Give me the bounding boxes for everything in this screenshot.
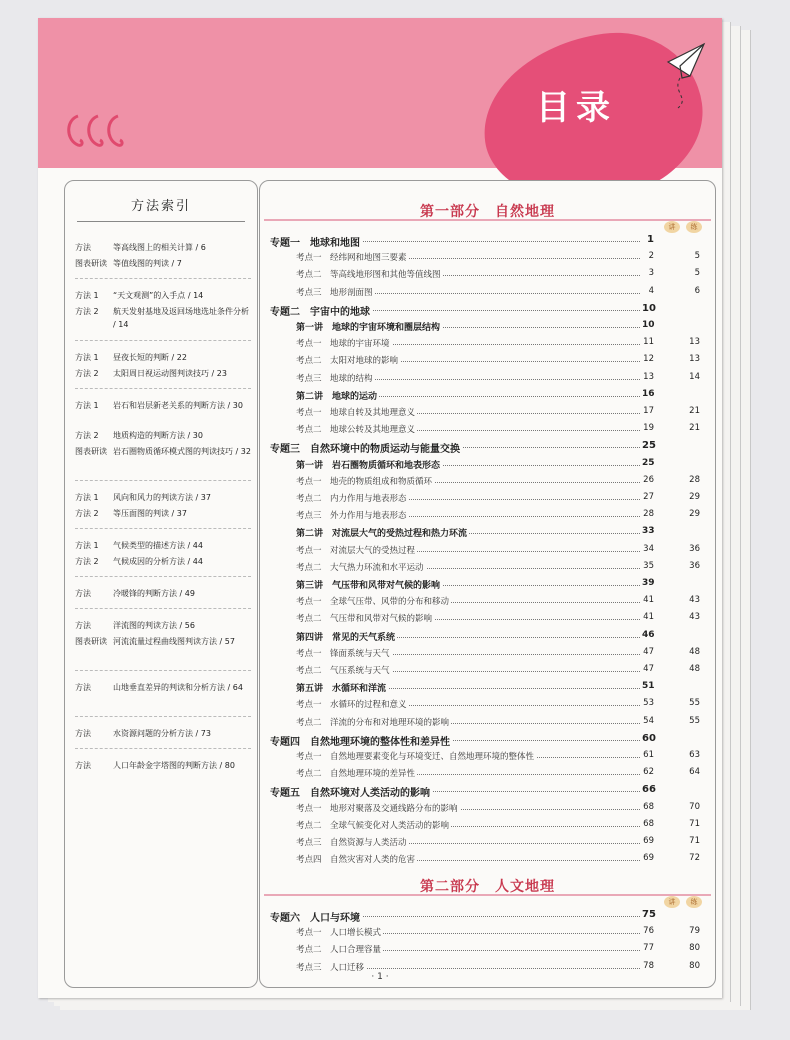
method-text: 气候类型的描述方法 / 44 <box>113 541 203 550</box>
toc-topic-row <box>260 234 715 250</box>
method-index-panel <box>64 180 258 988</box>
practice-page: 29 <box>689 492 700 502</box>
toc-label: 专题四 自然地理环境的整体性和差异性 <box>270 733 452 748</box>
lecture-page: 60 <box>642 732 656 744</box>
method-text: 昼夜长短的判断 / 22 <box>113 353 187 362</box>
lecture-page: 10 <box>642 320 655 330</box>
method-tag: 方法 <box>75 243 91 252</box>
toc-label: 考点一 对流层大气的受热过程 <box>296 545 416 556</box>
divider <box>75 670 251 671</box>
toc-point-row <box>260 943 715 959</box>
toc-point-row <box>260 544 715 560</box>
lecture-page: 47 <box>643 664 654 674</box>
toc-point-row <box>260 251 715 267</box>
lecture-page: 46 <box>642 629 655 640</box>
legend <box>662 221 706 233</box>
toc-label: 考点二 太阳对地球的影响 <box>296 356 399 367</box>
method-tag: 方法 2 <box>75 431 99 440</box>
toc-label: 考点一 自然地理要素变化与环境变迁、自然地理环境的整体性 <box>296 752 535 762</box>
lecture-page: 10 <box>642 302 656 314</box>
divider <box>75 340 251 341</box>
lecture-page: 25 <box>642 457 655 468</box>
toc-label: 考点二 气压系统与天气 <box>296 666 390 676</box>
divider <box>75 748 251 749</box>
toc-point-row <box>260 475 715 491</box>
method-tag: 方法 2 <box>75 557 99 566</box>
lecture-page: 75 <box>642 909 656 920</box>
divider <box>75 608 251 609</box>
divider <box>264 894 711 896</box>
toc-point-row <box>260 372 715 388</box>
lecture-page: 62 <box>643 767 654 778</box>
method-text: 航天发射基地及返回场地选址条件分析 / 14 <box>113 307 249 329</box>
toc-label: 专题五 自然环境对人类活动的影响 <box>270 784 432 799</box>
toc-label: 考点二 地球公转及其地理意义 <box>296 425 416 436</box>
toc-label: 考点三 地球的结构 <box>296 373 373 384</box>
part-one-title: 第一部分 自然地理 <box>420 204 555 220</box>
toc-point-row <box>260 926 715 942</box>
lecture-page: 26 <box>643 474 654 485</box>
lecture-page: 25 <box>642 440 656 452</box>
toc-label: 第四讲 常见的天气系统 <box>296 630 397 643</box>
lecture-page: 1 <box>642 234 654 245</box>
book-page <box>38 18 722 998</box>
method-tag: 方法 <box>75 621 91 630</box>
toc-label: 第五讲 水循环和洋流 <box>296 681 388 694</box>
method-tag: 方法 1 <box>75 291 99 300</box>
toc-point-row <box>260 286 715 302</box>
toc-label: 考点三 地形剖面图 <box>296 287 373 298</box>
practice-page: 80 <box>689 943 700 954</box>
toc-label: 考点二 大气热力环流和水平运动 <box>296 562 424 573</box>
method-text: 地质构造的判断方法 / 30 <box>113 431 203 440</box>
toc-lecture-row <box>260 458 715 474</box>
toc-lecture-row <box>260 578 715 594</box>
lecture-page: 69 <box>643 836 654 846</box>
practice-page: 13 <box>689 337 700 348</box>
divider <box>77 221 245 222</box>
lecture-page: 47 <box>643 646 654 657</box>
practice-page: 5 <box>694 251 700 262</box>
page-title: 目录 <box>536 88 616 128</box>
practice-page: 36 <box>689 560 700 571</box>
practice-page: 48 <box>689 664 700 674</box>
toc-label: 考点一 水循环的过程和意义 <box>296 700 407 711</box>
method-tag: 方法 <box>75 589 91 598</box>
practice-page: 28 <box>689 474 700 485</box>
toc-point-row <box>260 612 715 628</box>
lecture-page: 2 <box>642 251 654 261</box>
toc-panel <box>259 180 716 988</box>
toc-point-row <box>260 802 715 818</box>
toc-lecture-row <box>260 630 715 646</box>
toc-point-row <box>260 509 715 525</box>
lecture-page: 77 <box>643 943 654 954</box>
toc-point-row <box>260 750 715 766</box>
toc-label: 考点二 气压带和风带对气候的影响 <box>296 614 433 625</box>
legend-lecture: 讲 <box>664 221 680 233</box>
lecture-page: 13 <box>643 371 654 382</box>
toc-topic-row <box>260 909 715 925</box>
practice-page: 43 <box>689 612 700 623</box>
toc-label: 考点一 地形对聚落及交通线路分布的影响 <box>296 803 458 814</box>
practice-page: 55 <box>689 715 700 726</box>
method-text: 水资源问题的分析方法 / 73 <box>113 729 211 738</box>
method-index-title: 方法索引 <box>130 199 191 214</box>
lecture-page: 17 <box>643 406 654 416</box>
method-text: 冷暖锋的判断方法 / 49 <box>113 589 195 598</box>
toc-label: 考点一 人口增长模式 <box>296 928 382 939</box>
legend-lecture: 讲 <box>664 896 680 908</box>
lecture-page: 39 <box>642 578 655 588</box>
toc-lecture-row <box>260 681 715 697</box>
practice-page: 71 <box>689 818 700 829</box>
practice-page: 70 <box>689 801 700 812</box>
toc-label: 考点一 全球气压带、风带的分布和移动 <box>296 597 450 608</box>
method-tag: 方法 1 <box>75 541 99 550</box>
toc-point-row <box>260 268 715 284</box>
toc-label: 专题二 宇宙中的地球 <box>270 303 372 318</box>
lecture-page: 41 <box>643 612 654 623</box>
method-text: 气候成因的分析方法 / 44 <box>113 557 203 566</box>
toc-label: 考点三 外力作用与地表形态 <box>296 511 407 522</box>
toc-label: 考点二 自然地理环境的差异性 <box>296 769 416 780</box>
practice-page: 72 <box>689 853 700 864</box>
method-tag: 方法 1 <box>75 401 99 410</box>
practice-page: 6 <box>694 285 700 296</box>
toc-label: 考点三 自然资源与人类活动 <box>296 838 407 848</box>
toc-label: 考点四 自然灾害对人类的危害 <box>296 855 416 866</box>
lecture-page: 69 <box>643 853 654 864</box>
method-text: 岩石圈物质循环模式图的判读技巧 / 32 <box>113 447 251 456</box>
method-text: 河流流量过程曲线图判读方法 / 57 <box>113 637 235 646</box>
binder-rings-icon <box>64 112 134 156</box>
toc-point-row <box>260 716 715 732</box>
lecture-page: 51 <box>642 681 655 692</box>
toc-label: 专题六 人口与环境 <box>270 909 362 924</box>
method-tag: 方法 2 <box>75 307 99 316</box>
lecture-page: 19 <box>643 423 654 434</box>
toc-point-row <box>260 767 715 783</box>
divider <box>75 480 251 481</box>
method-tag: 方法 2 <box>75 369 99 378</box>
method-tag: 方法 1 <box>75 493 99 502</box>
lecture-page: 66 <box>642 784 656 796</box>
toc-topic-row <box>260 733 715 749</box>
lecture-page: 4 <box>642 286 654 296</box>
toc-point-row <box>260 853 715 869</box>
lecture-page: 61 <box>643 750 654 760</box>
lecture-page: 53 <box>643 698 654 709</box>
toc-label: 第二讲 地球的运动 <box>296 389 379 402</box>
method-text: 太阳周日视运动图判读技巧 / 23 <box>113 369 227 378</box>
toc-label: 考点一 经纬网和地图三要素 <box>296 253 407 264</box>
toc-label: 第二讲 对流层大气的受热过程和热力环流 <box>296 526 469 539</box>
practice-page: 36 <box>689 543 700 554</box>
lecture-page: 11 <box>643 337 654 348</box>
method-text: 岩石和岩层新老关系的判断方法 / 30 <box>113 401 243 410</box>
toc-label: 专题一 地球和地图 <box>270 234 362 249</box>
lecture-page: 35 <box>643 560 654 571</box>
toc-point-row <box>260 698 715 714</box>
toc-label: 考点一 锋面系统与天气 <box>296 648 390 659</box>
divider <box>264 219 711 221</box>
toc-point-row <box>260 561 715 577</box>
page-number: · 1 · <box>371 972 389 982</box>
toc-point-row <box>260 836 715 852</box>
practice-page: 13 <box>689 354 700 365</box>
practice-page: 64 <box>689 767 700 778</box>
lecture-page: 12 <box>643 354 654 365</box>
toc-label: 考点二 全球气候变化对人类活动的影响 <box>296 820 450 831</box>
toc-label: 考点三 人口迁移 <box>296 962 365 973</box>
lecture-page: 54 <box>643 715 654 726</box>
toc-label: 专题三 自然环境中的物质运动与能量交换 <box>270 440 462 455</box>
method-tag: 图表研读 <box>75 259 107 268</box>
legend-practice: 练 <box>686 896 702 908</box>
divider <box>75 278 251 279</box>
practice-page: 55 <box>689 698 700 709</box>
method-text: 山地垂直差异的判读和分析方法 / 64 <box>113 683 243 692</box>
divider <box>75 528 251 529</box>
lecture-page: 68 <box>643 818 654 829</box>
toc-point-row <box>260 337 715 353</box>
toc-label: 第一讲 地球的宇宙环境和圈层结构 <box>296 320 442 333</box>
method-text: 等值线图的判读 / 7 <box>113 259 182 268</box>
practice-page: 71 <box>689 836 700 846</box>
toc-point-row <box>260 354 715 370</box>
toc-label: 考点一 地球自转及其地理意义 <box>296 408 416 418</box>
divider <box>75 388 251 389</box>
method-text: 风向和风力的判读方法 / 37 <box>113 493 211 502</box>
toc-label: 考点二 等高线地形图和其他等值线图 <box>296 270 441 281</box>
lecture-page: 3 <box>642 268 654 278</box>
toc-topic-row <box>260 303 715 319</box>
toc-point-row <box>260 664 715 680</box>
practice-page: 21 <box>689 406 700 416</box>
practice-page: 5 <box>694 268 700 279</box>
toc-label: 考点一 地壳的物质组成和物质循环 <box>296 476 433 487</box>
lecture-page: 41 <box>643 595 654 606</box>
toc-label: 考点二 人口合理容量 <box>296 945 382 956</box>
toc-point-row <box>260 423 715 439</box>
toc-label: 考点二 洋流的分布和对地理环境的影响 <box>296 717 450 728</box>
part-two-title: 第二部分 人文地理 <box>420 879 555 895</box>
legend <box>662 896 706 908</box>
method-text: 洋流图的判读方法 / 56 <box>113 621 195 630</box>
lecture-page: 28 <box>643 509 654 520</box>
toc-label: 第一讲 岩石圈物质循环和地表形态 <box>296 458 442 471</box>
method-tag: 图表研读 <box>75 637 107 646</box>
lecture-page: 34 <box>643 543 654 554</box>
practice-page: 63 <box>689 750 700 760</box>
toc-lecture-row <box>260 389 715 405</box>
toc-point-row <box>260 492 715 508</box>
method-text: 人口年龄金字塔图的判断方法 / 80 <box>113 761 235 770</box>
lecture-page: 76 <box>643 926 654 937</box>
divider <box>75 576 251 577</box>
lecture-page: 68 <box>643 801 654 812</box>
method-text: 等压面图的判读 / 37 <box>113 509 187 518</box>
toc-lecture-row <box>260 526 715 542</box>
practice-page: 29 <box>689 509 700 520</box>
practice-page: 43 <box>689 595 700 606</box>
toc-lecture-row <box>260 320 715 336</box>
divider <box>75 716 251 717</box>
toc-topic-row <box>260 784 715 800</box>
paper-plane-icon <box>660 40 710 110</box>
method-tag: 方法 <box>75 729 91 738</box>
practice-page: 80 <box>689 960 700 971</box>
toc-label: 考点一 地球的宇宙环境 <box>296 339 390 350</box>
method-tag: 方法 1 <box>75 353 99 362</box>
lecture-page: 33 <box>642 526 655 537</box>
lecture-page: 78 <box>643 960 654 971</box>
practice-page: 14 <box>689 371 700 382</box>
lecture-page: 27 <box>643 492 654 502</box>
practice-page: 21 <box>689 423 700 434</box>
toc-point-row <box>260 819 715 835</box>
practice-page: 79 <box>689 926 700 937</box>
method-text: “天文观测”的入手点 / 14 <box>113 291 204 300</box>
method-tag: 方法 2 <box>75 509 99 518</box>
toc-label: 第三讲 气压带和风带对气候的影响 <box>296 578 442 591</box>
method-tag: 方法 <box>75 761 91 770</box>
method-tag: 方法 <box>75 683 91 692</box>
toc-label: 考点二 内力作用与地表形态 <box>296 494 407 504</box>
toc-point-row <box>260 647 715 663</box>
lecture-page: 16 <box>642 388 655 399</box>
toc-topic-row <box>260 440 715 456</box>
toc-point-row <box>260 406 715 422</box>
legend-practice: 练 <box>686 221 702 233</box>
practice-page: 48 <box>689 646 700 657</box>
method-tag: 图表研读 <box>75 447 107 456</box>
toc-point-row <box>260 595 715 611</box>
method-text: 等高线图上的相关计算 / 6 <box>113 243 206 252</box>
